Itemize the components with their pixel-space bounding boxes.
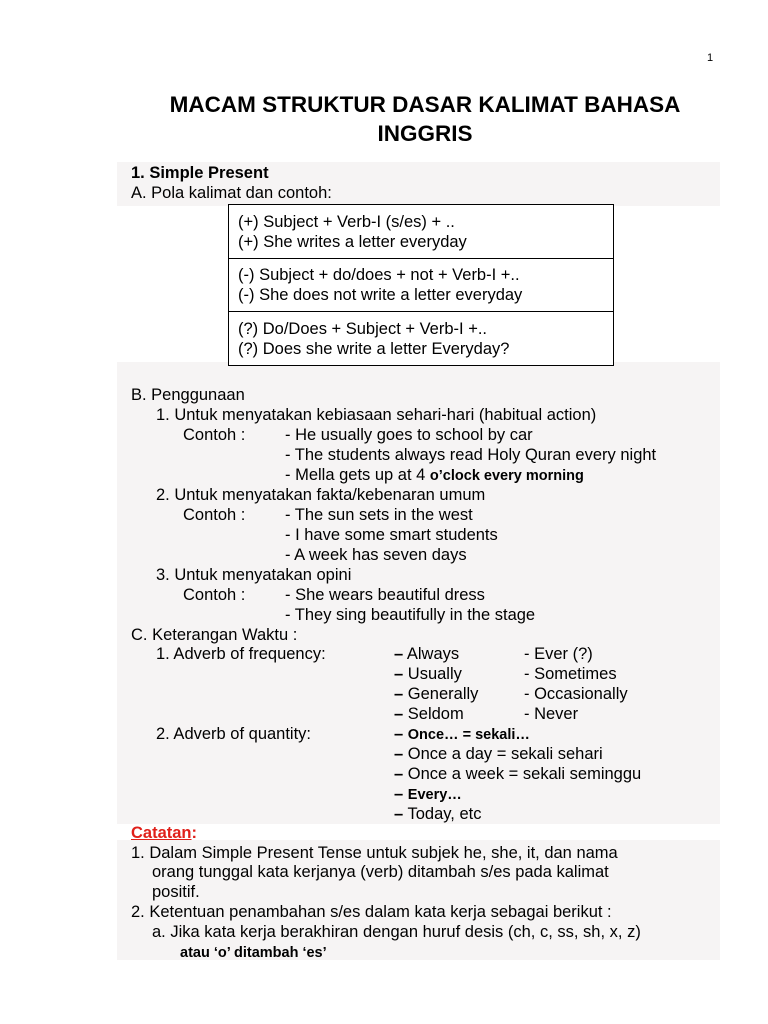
table-row-question [229, 312, 613, 365]
usage-1-example-1: - He usually goes to school by car [285, 426, 533, 444]
frequency-left-2: Usually [407, 665, 462, 683]
note-1-line-3: positif. [152, 883, 200, 901]
catatan-heading [131, 823, 197, 843]
pattern-table [228, 204, 614, 366]
table-row-positive [229, 205, 613, 259]
frequency-right-2: - Sometimes [524, 665, 617, 683]
usage-2-example-1: - The sun sets in the west [285, 506, 473, 524]
frequency-always [394, 644, 459, 664]
quantity-once-a-week [394, 764, 641, 784]
usage-2-example-3: - A week has seven days [285, 546, 467, 564]
quantity-once-text: Once… = sekali… [407, 727, 530, 743]
frequency-usually [394, 664, 462, 684]
frequency-seldom [394, 704, 464, 724]
dash: – [394, 765, 404, 783]
contoh-label-1: Contoh : [183, 426, 246, 444]
example-negative: (-) She does not write a letter everyday [238, 286, 523, 304]
dash: – [394, 805, 404, 823]
quantity-every-text: Every… [407, 787, 462, 803]
note-1-line-1: 1. Dalam Simple Present Tense untuk subjek he, she, it, dan nama [131, 844, 618, 862]
formula-positive: (+) Subject + Verb-I (s/es) + .. [238, 213, 455, 231]
usage-1-example-2: - The students always read Holy Quran every night [285, 446, 657, 464]
page-number: 1 [707, 52, 714, 64]
usage-1-example-3-plain: - Mella gets up at 4 [285, 466, 430, 484]
section-heading: 1. Simple Present [131, 164, 269, 182]
page-title: MACAM STRUKTUR DASAR KALIMAT BAHASA INGGRIS [169, 92, 681, 146]
quantity-week-text: Once a week = sekali seminggu [407, 765, 642, 783]
formula-question: (?) Do/Does + Subject + Verb-I +.. [238, 320, 487, 338]
formula-negative: (-) Subject + do/does + not + Verb-I +.. [238, 266, 520, 284]
quantity-today-text: Today, etc [407, 805, 482, 823]
frequency-left-3: Generally [407, 685, 479, 703]
example-positive: (+) She writes a letter everyday [238, 233, 467, 251]
dash: – [394, 745, 404, 763]
usage-item-2-title: 2. Untuk menyatakan fakta/kebenaran umum [156, 486, 486, 504]
quantity-label: 2. Adverb of quantity: [156, 725, 312, 743]
table-row-negative [229, 258, 613, 312]
dash: – [394, 665, 404, 683]
frequency-label: 1. Adverb of frequency: [156, 645, 326, 663]
usage-item-3-title: 3. Untuk menyatakan opini [156, 566, 352, 584]
quantity-once-a-day [394, 744, 603, 764]
frequency-right-4: - Never [524, 705, 579, 723]
quantity-every [394, 784, 462, 805]
note-1-line-2: orang tunggal kata kerjanya (verb) ditambah s/es pada kalimat [152, 863, 609, 881]
frequency-right-1: - Ever (?) [524, 645, 593, 663]
quantity-once [394, 724, 530, 745]
dash: – [394, 685, 404, 703]
frequency-right-3: - Occasionally [524, 685, 628, 703]
usage-1-example-3-bold: o’clock every morning [429, 468, 584, 484]
dash: – [394, 785, 404, 803]
example-question: (?) Does she write a letter Everyday? [238, 340, 510, 358]
note-2a: a. Jika kata kerja berakhiran dengan huruf desis (ch, c, ss, sh, x, z) [152, 923, 641, 941]
contoh-label-3: Contoh : [183, 586, 246, 604]
usage-label: B. Penggunaan [131, 386, 245, 404]
quantity-day-text: Once a day = sekali sehari [407, 745, 603, 763]
dash: – [394, 705, 404, 723]
pattern-label: A. Pola kalimat dan contoh: [131, 184, 332, 202]
usage-item-1-title: 1. Untuk menyatakan kebiasaan sehari-hari (habitual action) [156, 406, 597, 424]
note-2a-continued: atau ‘o’ ditambah ‘es’ [180, 945, 327, 961]
frequency-left-1: Always [406, 645, 460, 663]
dash: – [394, 725, 404, 743]
time-adverb-label: C. Keterangan Waktu : [131, 626, 298, 644]
frequency-generally [394, 684, 478, 704]
usage-2-example-2: - I have some smart students [285, 526, 498, 544]
usage-1-example-3 [285, 465, 584, 486]
usage-3-example-1: - She wears beautiful dress [285, 586, 485, 604]
frequency-left-4: Seldom [407, 705, 464, 723]
catatan-label: Catatan [131, 824, 192, 842]
catatan-colon: : [191, 824, 198, 842]
usage-3-example-2: - They sing beautifully in the stage [285, 606, 536, 624]
dash: – [394, 645, 404, 663]
quantity-today [394, 804, 481, 824]
note-2: 2. Ketentuan penambahan s/es dalam kata kerja sebagai berikut : [131, 903, 612, 921]
contoh-label-2: Contoh : [183, 506, 246, 524]
